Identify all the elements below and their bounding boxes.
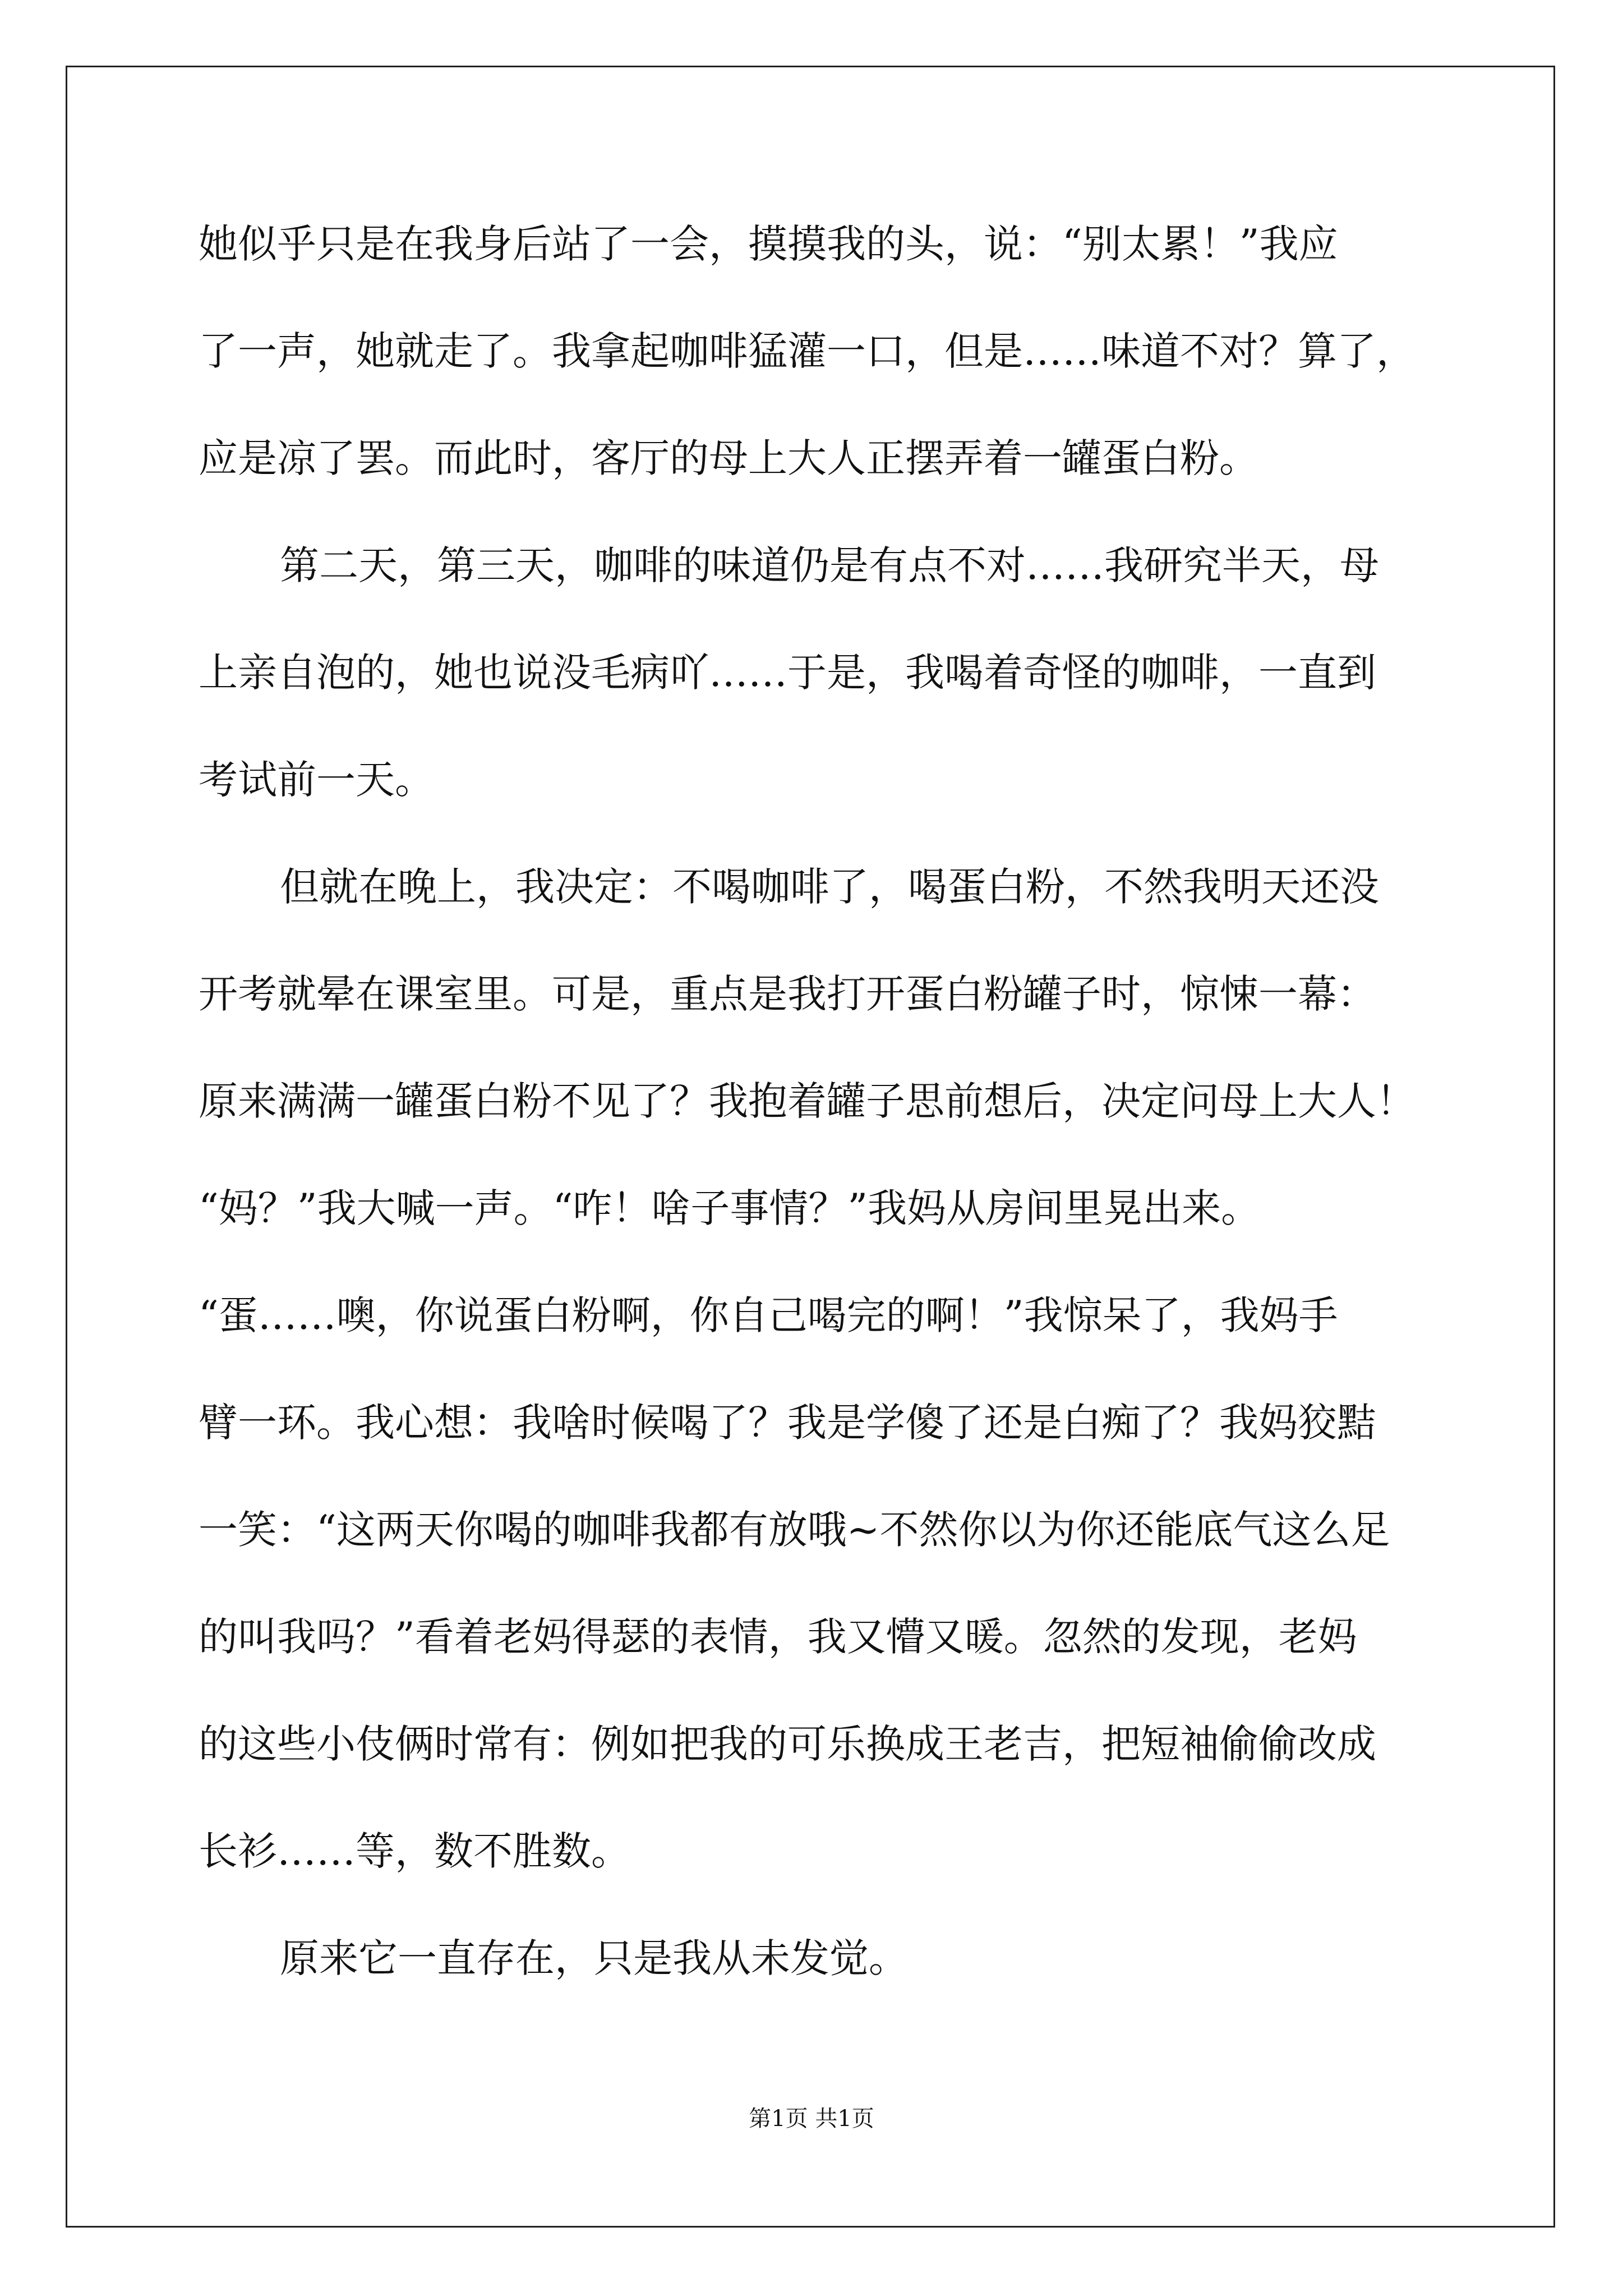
paragraph-1-line-2: 了一声，她就走了。我拿起咖啡猛灌一口，但是……味道不对？算了， [199, 328, 1415, 374]
paragraph-1-line-1: 她似乎只是在我身后站了一会，摸摸我的头，说：“别太累！”我应 [199, 221, 1338, 267]
paragraph-2-line-1: 第二天，第三天，咖啡的味道仍是有点不对……我研究半天，母 [280, 542, 1379, 588]
paragraph-3-line-9: 的这些小伎俩时常有：例如把我的可乐换成王老吉，把短袖偷偷改成 [199, 1721, 1376, 1767]
paragraph-3-line-2: 开考就晕在课室里。可是，重点是我打开蛋白粉罐子时，惊悚一幕： [199, 971, 1376, 1017]
paragraph-3-line-1: 但就在晚上，我决定：不喝咖啡了，喝蛋白粉，不然我明天还没 [280, 864, 1379, 910]
paragraph-2-line-2: 上亲自泡的，她也说没毛病吖……于是，我喝着奇怪的咖啡，一直到 [199, 650, 1376, 696]
paragraph-1-line-3: 应是凉了罢。而此时，客厅的母上大人正摆弄着一罐蛋白粉。 [199, 435, 1258, 481]
paragraph-3-line-4: “妈？”我大喊一声。“咋！啥子事情？”我妈从房间里晃出来。 [199, 1185, 1261, 1231]
paragraph-3-line-10: 长衫……等，数不胜数。 [199, 1828, 630, 1874]
paragraph-3-line-8: 的叫我吗？”看着老妈得瑟的表情，我又懵又暖。忽然的发现，老妈 [199, 1614, 1357, 1660]
paragraph-4-line-1: 原来它一直存在，只是我从未发觉。 [280, 1935, 908, 1981]
page-number-footer: 第1页 共1页 [749, 2106, 874, 2132]
paragraph-3-line-6: 臂一环。我心想：我啥时候喝了？我是学傻了还是白痴了？我妈狡黠 [199, 1400, 1376, 1446]
paragraph-3-line-3: 原来满满一罐蛋白粉不见了？我抱着罐子思前想后，决定问母上大人！ [199, 1078, 1415, 1124]
document-body [199, 213, 1432, 2035]
paragraph-3-line-5: “蛋……噢，你说蛋白粉啊，你自己喝完的啊！”我惊呆了，我妈手 [199, 1292, 1338, 1338]
paragraph-3-line-7: 一笑：“这两天你喝的咖啡我都有放哦~不然你以为你还能底气这么足 [199, 1507, 1390, 1553]
paragraph-2-line-3: 考试前一天。 [199, 757, 434, 803]
